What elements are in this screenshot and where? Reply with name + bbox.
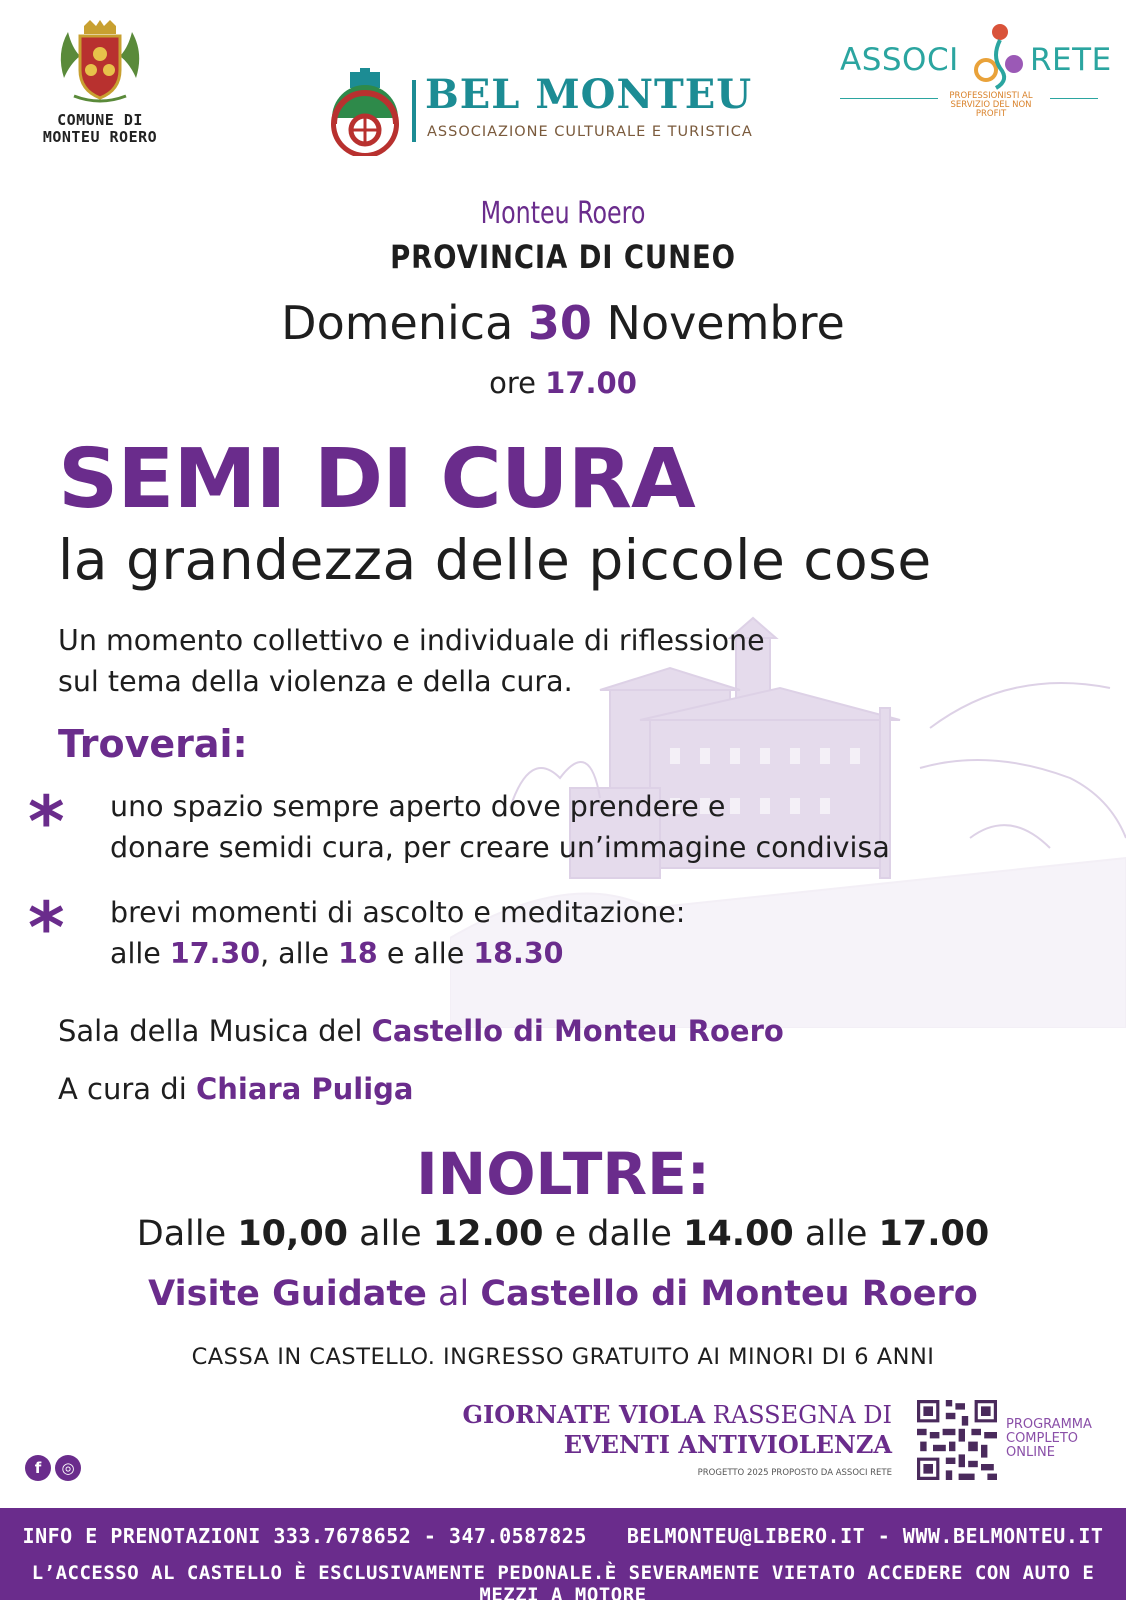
qr-code-icon[interactable] — [917, 1400, 997, 1480]
event-town: Monteu Roero — [480, 196, 646, 231]
event-title: SEMI DI CURA — [58, 432, 695, 527]
hours-end1: 12.00 — [432, 1214, 544, 1254]
programma-line1: PROGRAMMA — [1006, 1417, 1092, 1432]
comune-logo — [30, 18, 170, 146]
social-links — [25, 1455, 85, 1481]
venue-prefix: Sala della Musica del — [58, 1014, 363, 1048]
bullet1-line2: donare semidi cura, per creare un’immagine condivisa — [110, 831, 890, 864]
associrete-rule-left — [840, 98, 938, 99]
comune-line2: MONTEU ROERO — [42, 128, 158, 146]
associrete-right: RETE — [1030, 42, 1112, 78]
facebook-icon[interactable]: f — [25, 1455, 51, 1481]
associrete-left: ASSOCI — [840, 42, 959, 78]
time-value: 17.00 — [545, 366, 637, 400]
coat-of-arms-icon — [54, 18, 146, 104]
ticket-info: CASSA IN CASTELLO. INGRESSO GRATUITO AI MINORI DI 6 ANNI — [191, 1344, 935, 1370]
hours-alle2: alle — [804, 1214, 868, 1254]
date-daynum: 30 — [527, 296, 592, 350]
visite-place: Castello di Monteu Roero — [480, 1274, 978, 1314]
time-prefix: ore — [489, 366, 536, 400]
programma-line3: ONLINE — [1006, 1445, 1055, 1460]
belmonteu-logo — [328, 62, 798, 157]
footer-notice: L’ACCESSO AL CASTELLO È ESCLUSIVAMENTE PEDONALE.È SEVERAMENTE VIETATO ACCEDERE CON AUTO E MEZZI A MOTORE — [31, 1562, 1095, 1606]
bullet2-time3: 18.30 — [473, 937, 564, 970]
guided-hours — [0, 1214, 1126, 1254]
hours-alle1: alle — [359, 1214, 422, 1254]
footer-bar — [0, 1508, 1126, 1606]
desc-line2: sul tema della violenza e della cura. — [58, 665, 573, 698]
venue-place: Castello di Monteu Roero — [371, 1014, 784, 1048]
footer-email-web[interactable]: BELMONTEU@LIBERO.IT - WWW.BELMONTEU.IT — [626, 1524, 1104, 1548]
hours-dalle: Dalle — [136, 1214, 227, 1254]
bullet-2 — [110, 892, 1110, 974]
event-subtitle: la grandezza delle piccole cose — [58, 528, 932, 592]
event-time — [0, 366, 1126, 400]
hours-start1: 10,00 — [237, 1214, 349, 1254]
bullet1-line1: uno spazio sempre aperto dove prendere e — [110, 790, 726, 823]
belmonteu-divider — [412, 80, 416, 142]
desc-line1: Un momento collettivo e individuale di riflessione — [58, 624, 765, 657]
bullet2-line1: brevi momenti di ascolto e meditazione: — [110, 896, 686, 929]
venue-line — [58, 1014, 784, 1048]
event-date — [0, 296, 1126, 350]
hours-end2: 17.00 — [878, 1214, 990, 1254]
associrete-logo — [840, 22, 1110, 122]
hours-start2: 14.00 — [683, 1214, 794, 1254]
inoltre-heading: INOLTRE: — [416, 1140, 710, 1208]
program-online-note — [1006, 1418, 1092, 1460]
guided-tours — [0, 1274, 1126, 1314]
associrete-tagline: PROFESSIONISTI AL SERVIZIO DEL NON PROFIT — [949, 91, 1033, 119]
belmonteu-name: BEL MONTEU — [425, 71, 753, 118]
bullet2-line2 — [110, 933, 1110, 974]
visite-label: Visite Guidate — [148, 1274, 427, 1314]
belmonteu-subtitle: ASSOCIAZIONE CULTURALE E TURISTICA — [427, 124, 753, 140]
bullet-1 — [110, 786, 1110, 868]
programma-line2: COMPLETO — [1006, 1431, 1078, 1446]
date-dayname: Domenica — [281, 296, 514, 350]
bullet2-time1: 17.30 — [169, 937, 261, 970]
curator-prefix: A cura di — [58, 1072, 187, 1106]
troverai-heading: Troverai: — [58, 722, 248, 766]
curator-name: Chiara Puliga — [195, 1072, 414, 1106]
associrete-rule-right — [1050, 98, 1098, 99]
bullet2-time2: 18 — [338, 937, 378, 970]
bullet2-alle: alle — [110, 937, 161, 970]
asterisk-icon: * — [28, 887, 65, 969]
instagram-icon[interactable]: ◎ — [55, 1455, 81, 1481]
gv-reg1: RASSEGNA DI — [712, 1401, 892, 1429]
giornate-viola — [420, 1400, 892, 1459]
footer-contacts — [0, 1524, 1126, 1548]
curator-line — [58, 1072, 414, 1106]
date-month: Novembre — [606, 296, 845, 350]
gv-bold2: EVENTI ANTIVIOLENZA — [563, 1430, 892, 1459]
progetto-note: PROGETTO 2025 PROPOSTO DA ASSOCI RETE — [697, 1468, 892, 1478]
visite-al: al — [438, 1274, 470, 1314]
footer-phone: INFO E PRENOTAZIONI 333.7678652 - 347.0587825 — [22, 1524, 587, 1548]
asterisk-icon: * — [28, 781, 65, 863]
gv-bold1: GIORNATE VIOLA — [462, 1400, 706, 1429]
hours-edalle: e dalle — [554, 1214, 672, 1254]
bullet2-ealle: e alle — [386, 937, 465, 970]
bullet2-alle2: , alle — [260, 937, 330, 970]
belmonteu-badge-icon — [328, 68, 402, 156]
comune-line1: COMUNE DI — [57, 111, 143, 129]
event-province: PROVINCIA DI CUNEO — [390, 238, 736, 276]
event-description — [58, 620, 958, 702]
